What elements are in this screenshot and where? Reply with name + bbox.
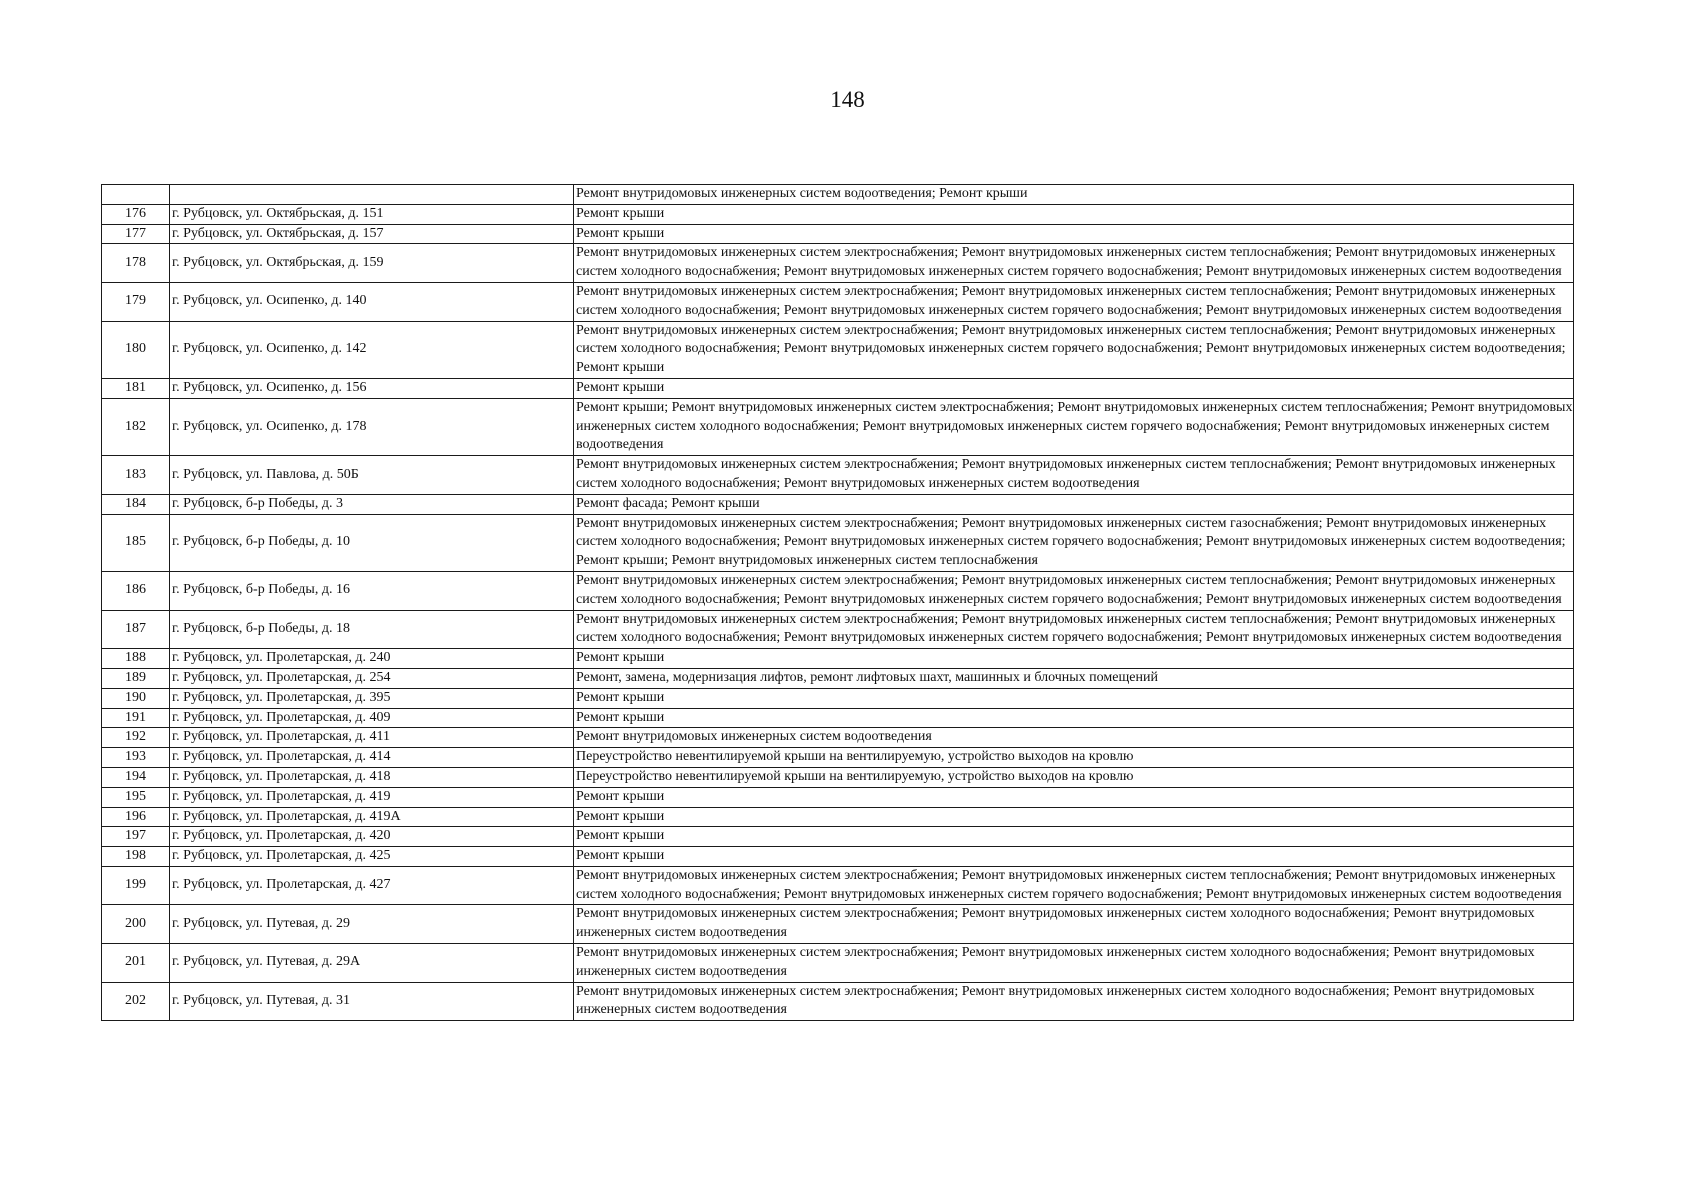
repair-table (101, 184, 1574, 1021)
table-row (102, 321, 1574, 378)
row-number: 201 (102, 944, 170, 983)
row-address: г. Рубцовск, ул. Пролетарская, д. 419 (170, 787, 574, 807)
table-row (102, 224, 1574, 244)
row-work-types: Ремонт крыши (574, 847, 1574, 867)
row-work-types: Ремонт крыши (574, 807, 1574, 827)
row-address: г. Рубцовск, ул. Пролетарская, д. 409 (170, 708, 574, 728)
table-row (102, 905, 1574, 944)
row-address: г. Рубцовск, б-р Победы, д. 16 (170, 571, 574, 610)
page-number: 148 (830, 87, 865, 112)
row-address: г. Рубцовск, ул. Октябрьская, д. 159 (170, 244, 574, 283)
row-work-types: Ремонт, замена, модернизация лифтов, ремонт лифтовых шахт, машинных и блочных помещений (574, 668, 1574, 688)
table-row (102, 708, 1574, 728)
row-address: г. Рубцовск, ул. Пролетарская, д. 418 (170, 767, 574, 787)
row-work-types: Ремонт крыши (574, 204, 1574, 224)
table-row (102, 668, 1574, 688)
row-number: 200 (102, 905, 170, 944)
row-address: г. Рубцовск, ул. Пролетарская, д. 419А (170, 807, 574, 827)
table-body (102, 185, 1574, 1021)
row-number: 186 (102, 571, 170, 610)
table-row (102, 944, 1574, 983)
row-number: 183 (102, 456, 170, 495)
row-number: 187 (102, 610, 170, 649)
table-row (102, 748, 1574, 768)
row-work-types: Ремонт крыши (574, 787, 1574, 807)
row-address: г. Рубцовск, ул. Октябрьская, д. 157 (170, 224, 574, 244)
row-address: г. Рубцовск, ул. Осипенко, д. 178 (170, 398, 574, 455)
row-work-types: Ремонт внутридомовых инженерных систем электроснабжения; Ремонт внутридомовых инженерных систем газоснабжения; Ремонт внутридомовых инженерных систем холодного водоснабжения; Ремонт внутридомовых инженерных систем горячего водоснабжения; Ремонт внутридомовых инженерных систем водоотведения; Ремонт крыши; Ремонт внутридомовых инженерных систем теплоснабжения (574, 514, 1574, 571)
row-number: 188 (102, 649, 170, 669)
row-work-types: Переустройство невентилируемой крыши на вентилируемую, устройство выходов на кровлю (574, 767, 1574, 787)
row-number: 185 (102, 514, 170, 571)
row-work-types: Ремонт крыши (574, 224, 1574, 244)
row-work-types: Ремонт внутридомовых инженерных систем водоотведения; Ремонт крыши (574, 185, 1574, 205)
row-address: г. Рубцовск, ул. Павлова, д. 50Б (170, 456, 574, 495)
row-address: г. Рубцовск, ул. Октябрьская, д. 151 (170, 204, 574, 224)
row-address: г. Рубцовск, ул. Пролетарская, д. 420 (170, 827, 574, 847)
row-number (102, 185, 170, 205)
row-work-types: Ремонт внутридомовых инженерных систем электроснабжения; Ремонт внутридомовых инженерных систем теплоснабжения; Ремонт внутридомовых инженерных систем холодного водоснабжения; Ремонт внутридомовых инженерных систем горячего водоснабжения; Ремонт внутридомовых инженерных систем водоотведения (574, 610, 1574, 649)
table-row (102, 571, 1574, 610)
row-number: 181 (102, 378, 170, 398)
row-address: г. Рубцовск, б-р Победы, д. 18 (170, 610, 574, 649)
row-address: г. Рубцовск, ул. Пролетарская, д. 411 (170, 728, 574, 748)
table-row (102, 398, 1574, 455)
row-work-types: Ремонт внутридомовых инженерных систем электроснабжения; Ремонт внутридомовых инженерных систем теплоснабжения; Ремонт внутридомовых инженерных систем холодного водоснабжения; Ремонт внутридомовых инженерных систем горячего водоснабжения; Ремонт внутридомовых инженерных систем водоотведения (574, 282, 1574, 321)
table-row (102, 728, 1574, 748)
row-number: 177 (102, 224, 170, 244)
row-work-types: Ремонт крыши; Ремонт внутридомовых инженерных систем электроснабжения; Ремонт внутридомовых инженерных систем теплоснабжения; Ремонт внутридомовых инженерных систем холодного водоснабжения; Ремонт внутридомовых инженерных систем горячего водоснабжения; Ремонт внутридомовых инженерных систем водоотведения (574, 398, 1574, 455)
row-number: 182 (102, 398, 170, 455)
row-address: г. Рубцовск, ул. Осипенко, д. 156 (170, 378, 574, 398)
table-row (102, 866, 1574, 905)
table-row (102, 827, 1574, 847)
table-row (102, 787, 1574, 807)
table-row (102, 982, 1574, 1021)
row-address: г. Рубцовск, ул. Пролетарская, д. 425 (170, 847, 574, 867)
row-number: 202 (102, 982, 170, 1021)
row-number: 197 (102, 827, 170, 847)
row-number: 194 (102, 767, 170, 787)
row-number: 184 (102, 494, 170, 514)
row-address: г. Рубцовск, ул. Пролетарская, д. 414 (170, 748, 574, 768)
row-work-types: Ремонт внутридомовых инженерных систем водоотведения (574, 728, 1574, 748)
row-address: г. Рубцовск, ул. Пролетарская, д. 240 (170, 649, 574, 669)
row-work-types: Ремонт крыши (574, 688, 1574, 708)
table-row (102, 204, 1574, 224)
row-address: г. Рубцовск, б-р Победы, д. 3 (170, 494, 574, 514)
row-number: 190 (102, 688, 170, 708)
table-row (102, 185, 1574, 205)
row-number: 191 (102, 708, 170, 728)
row-work-types: Ремонт внутридомовых инженерных систем электроснабжения; Ремонт внутридомовых инженерных систем теплоснабжения; Ремонт внутридомовых инженерных систем холодного водоснабжения; Ремонт внутридомовых инженерных систем горячего водоснабжения; Ремонт внутридомовых инженерных систем водоотведения (574, 571, 1574, 610)
row-work-types: Ремонт крыши (574, 827, 1574, 847)
table-row (102, 514, 1574, 571)
table-row (102, 807, 1574, 827)
row-work-types: Ремонт внутридомовых инженерных систем электроснабжения; Ремонт внутридомовых инженерных систем холодного водоснабжения; Ремонт внутридомовых инженерных систем водоотведения (574, 944, 1574, 983)
row-address: г. Рубцовск, ул. Пролетарская, д. 395 (170, 688, 574, 708)
row-address: г. Рубцовск, ул. Путевая, д. 29 (170, 905, 574, 944)
row-number: 189 (102, 668, 170, 688)
row-number: 195 (102, 787, 170, 807)
row-number: 192 (102, 728, 170, 748)
row-number: 193 (102, 748, 170, 768)
row-work-types: Ремонт внутридомовых инженерных систем электроснабжения; Ремонт внутридомовых инженерных систем теплоснабжения; Ремонт внутридомовых инженерных систем холодного водоснабжения; Ремонт внутридомовых инженерных систем водоотведения (574, 456, 1574, 495)
row-number: 178 (102, 244, 170, 283)
row-address: г. Рубцовск, ул. Пролетарская, д. 427 (170, 866, 574, 905)
row-number: 179 (102, 282, 170, 321)
row-number: 180 (102, 321, 170, 378)
row-work-types: Ремонт внутридомовых инженерных систем электроснабжения; Ремонт внутридомовых инженерных систем теплоснабжения; Ремонт внутридомовых инженерных систем холодного водоснабжения; Ремонт внутридомовых инженерных систем горячего водоснабжения; Ремонт внутридомовых инженерных систем водоотведения; Ремонт крыши (574, 321, 1574, 378)
row-number: 199 (102, 866, 170, 905)
table-row (102, 456, 1574, 495)
repair-table-container (101, 184, 1573, 1021)
table-row (102, 494, 1574, 514)
row-work-types: Ремонт внутридомовых инженерных систем электроснабжения; Ремонт внутридомовых инженерных систем теплоснабжения; Ремонт внутридомовых инженерных систем холодного водоснабжения; Ремонт внутридомовых инженерных систем горячего водоснабжения; Ремонт внутридомовых инженерных систем водоотведения (574, 866, 1574, 905)
row-number: 198 (102, 847, 170, 867)
row-work-types: Ремонт крыши (574, 378, 1574, 398)
row-work-types: Ремонт внутридомовых инженерных систем электроснабжения; Ремонт внутридомовых инженерных систем холодного водоснабжения; Ремонт внутридомовых инженерных систем водоотведения (574, 905, 1574, 944)
row-work-types: Ремонт крыши (574, 708, 1574, 728)
row-work-types: Ремонт крыши (574, 649, 1574, 669)
row-address: г. Рубцовск, ул. Путевая, д. 29А (170, 944, 574, 983)
row-number: 196 (102, 807, 170, 827)
row-work-types: Переустройство невентилируемой крыши на вентилируемую, устройство выходов на кровлю (574, 748, 1574, 768)
row-work-types: Ремонт фасада; Ремонт крыши (574, 494, 1574, 514)
table-row (102, 847, 1574, 867)
table-row (102, 378, 1574, 398)
row-address (170, 185, 574, 205)
row-address: г. Рубцовск, ул. Осипенко, д. 142 (170, 321, 574, 378)
table-row (102, 649, 1574, 669)
row-address: г. Рубцовск, ул. Путевая, д. 31 (170, 982, 574, 1021)
row-address: г. Рубцовск, ул. Пролетарская, д. 254 (170, 668, 574, 688)
row-number: 176 (102, 204, 170, 224)
table-row (102, 244, 1574, 283)
row-address: г. Рубцовск, б-р Победы, д. 10 (170, 514, 574, 571)
row-work-types: Ремонт внутридомовых инженерных систем электроснабжения; Ремонт внутридомовых инженерных систем теплоснабжения; Ремонт внутридомовых инженерных систем холодного водоснабжения; Ремонт внутридомовых инженерных систем горячего водоснабжения; Ремонт внутридомовых инженерных систем водоотведения (574, 244, 1574, 283)
table-row (102, 282, 1574, 321)
table-row (102, 688, 1574, 708)
table-row (102, 610, 1574, 649)
table-row (102, 767, 1574, 787)
row-work-types: Ремонт внутридомовых инженерных систем электроснабжения; Ремонт внутридомовых инженерных систем холодного водоснабжения; Ремонт внутридомовых инженерных систем водоотведения (574, 982, 1574, 1021)
row-address: г. Рубцовск, ул. Осипенко, д. 140 (170, 282, 574, 321)
